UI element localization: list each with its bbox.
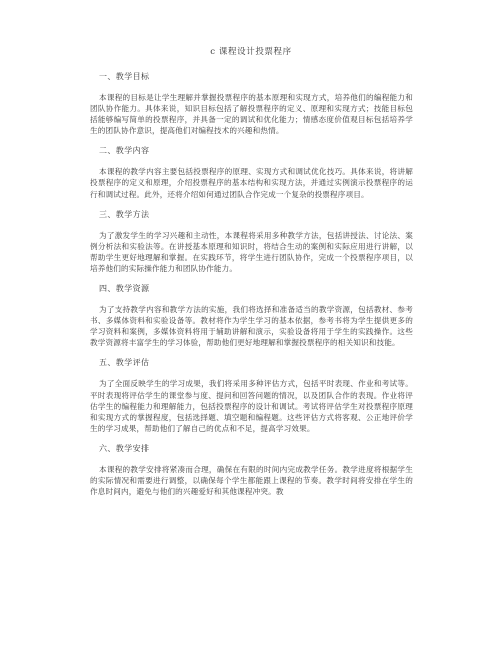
section-heading: 三、教学方法 bbox=[99, 209, 150, 219]
section-heading: 二、教学内容 bbox=[99, 146, 150, 156]
section-teaching-resources bbox=[90, 283, 413, 348]
document-content bbox=[90, 71, 413, 506]
section-teaching-methods bbox=[90, 209, 413, 274]
section-body: 为了全面反映学生的学习成果，我们将采用多种评估方式，包括平时表现、作业和考试等。平时表现将评估学生的课堂参与度、提问和回答问题的情况，以及团队合作的表现。作业将评估学生的编程能力和理解能力，包括投票程序的设计和调试。考试将评估学生对投票程序原理和实现方式的掌握程度，包括选择题、填空题和编程题。这些评估方式将客观、公正地评价学生的学习成果，帮助他们了解自己的优点和不足，提高学习效果。 bbox=[90, 379, 413, 433]
section-body: 为了激发学生的学习兴趣和主动性，本课程将采用多种教学方法，包括讲授法、讨论法、案例分析法和实验法等。在讲授基本原理和知识时，将结合生动的案例和实际应用进行讲解，以帮助学生更好地理解和掌握。在实践环节，将学生进行团队协作，完成一个投票程序项目，以培养他们的实际操作能力和团队协作能力。 bbox=[90, 230, 413, 273]
section-body: 本课程的教学内容主要包括投票程序的原理、实现方式和调试优化技巧。具体来说，将讲解投票程序的定义和原理，介绍投票程序的基本结构和实现方法，并通过实例演示投票程序的运行和调试过程。此外，还将介绍如何通过团队合作完成一个复杂的投票程序项目。 bbox=[90, 167, 413, 199]
section-teaching-schedule bbox=[90, 443, 413, 497]
section-body: 本课程的教学安排将紧凑而合理，确保在有限的时间内完成教学任务。教学进度将根据学生的实际情况和需要进行调整，以确保每个学生都能跟上课程的节奏。教学时间将安排在学生的作息时间内，避免与他们的兴趣爱好和其他课程冲突。教 bbox=[90, 464, 413, 497]
section-teaching-content bbox=[90, 145, 413, 199]
section-heading: 六、教学安排 bbox=[99, 443, 150, 453]
section-heading: 一、教学目标 bbox=[99, 72, 150, 81]
section-heading: 五、教学评估 bbox=[99, 358, 150, 368]
section-heading: 四、教学资源 bbox=[99, 284, 150, 294]
section-teaching-assessment bbox=[90, 357, 413, 433]
section-body: 为了支持教学内容和教学方法的实施，我们将选择和准备适当的教学资源，包括教材、参考书、多媒体资料和实验设备等。教材将作为学生学习的基本依据，参考书将为学生提供更多的学习资料和案例，多媒体资料将用于辅助讲解和演示，实验设备将用于学生的实践操作。这些教学资源将丰富学生的学习体验，帮助他们更好地理解和掌握投票程序的相关知识和技能。 bbox=[90, 305, 413, 348]
section-body: 本课程的目标是让学生理解并掌握投票程序的基本原理和实现方式，培养他们的编程能力和团队协作能力。具体来说，知识目标包括了解投票程序的定义、原理和实现方式；技能目标包括能够编写简单的投票程序，并具备一定的调试和优化能力；情感态度价值观目标包括培养学生的团队协作意识，提高他们对编程技术的兴趣和热情。 bbox=[90, 93, 413, 136]
document-title: c 课程设计投票程序 bbox=[210, 47, 292, 57]
section-teaching-objectives bbox=[90, 71, 413, 136]
